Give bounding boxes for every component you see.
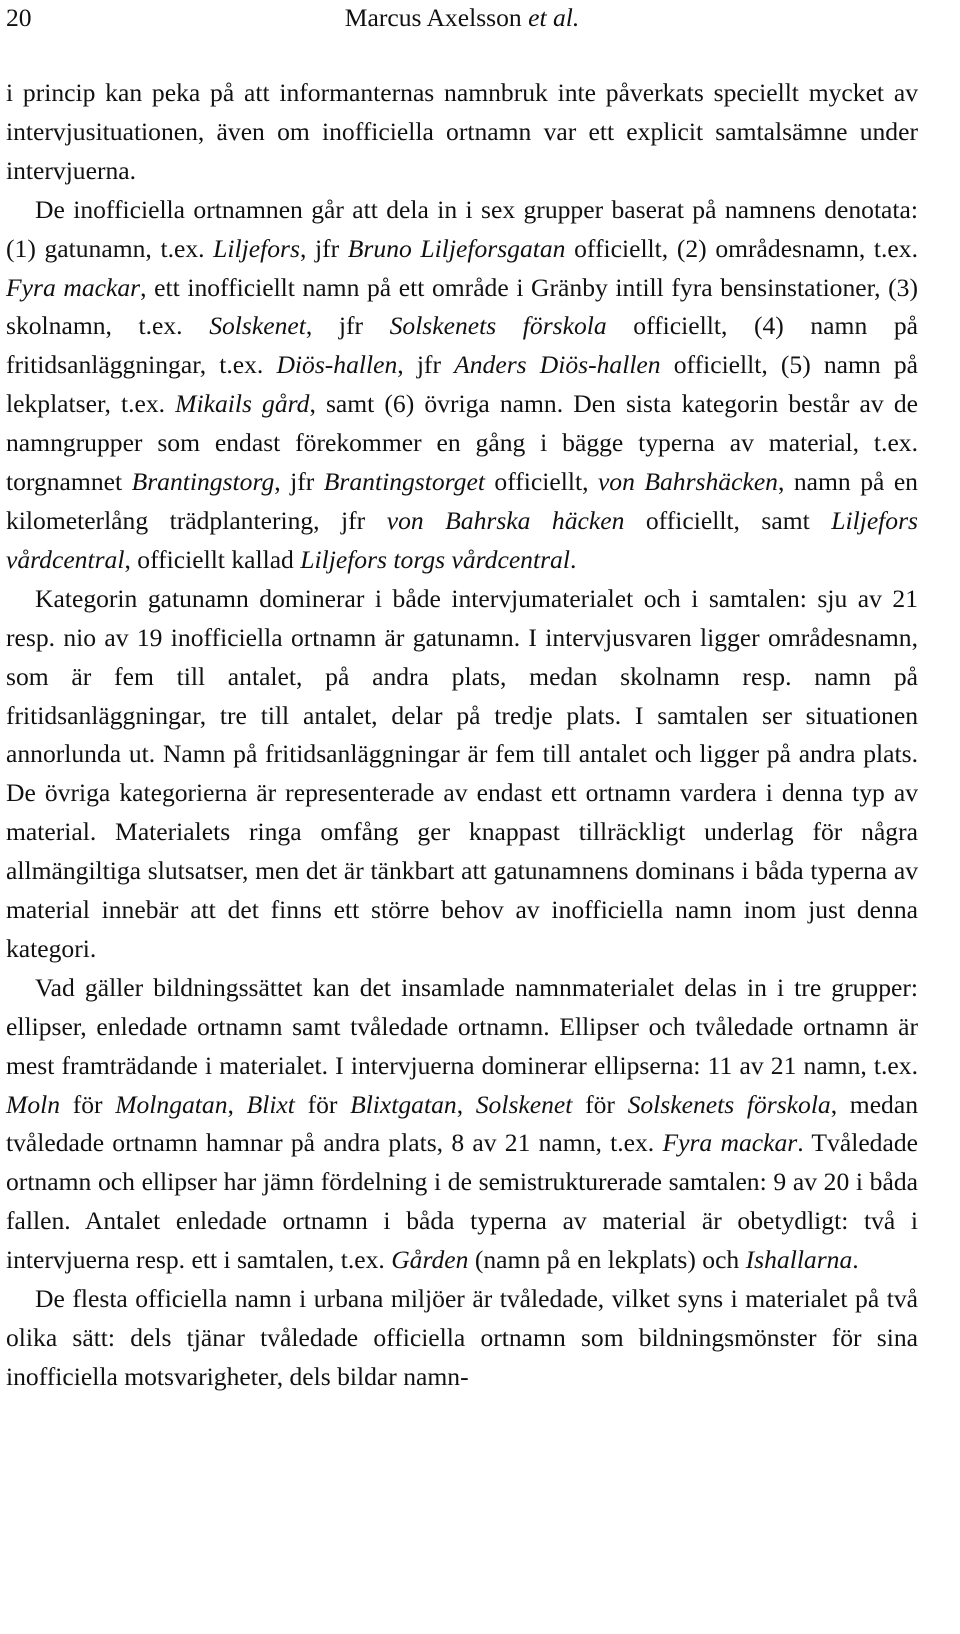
italic-term: Blixtgatan bbox=[350, 1089, 457, 1119]
text-run: Vad gäller bildningssättet kan det insamlade namnmaterialet delas in i tre grupper: ellipser, enledade ortnamn samt tvåledade ortnamn. Ellipser och tvåledade ortnamn är mest framträdande i materialet. I intervjuerna dominerar ellipserna: 11 av 21 namn, t.ex. bbox=[6, 972, 918, 1080]
italic-term: Gården bbox=[391, 1245, 469, 1275]
italic-term: Brantingstorget bbox=[323, 467, 485, 497]
paragraph bbox=[6, 74, 918, 191]
italic-term: Fyra mackar bbox=[6, 272, 141, 302]
italic-term: Liljefors torgs vårdcentral bbox=[300, 544, 570, 574]
italic-term: Solskenet bbox=[209, 311, 306, 341]
running-title bbox=[6, 0, 918, 36]
text-run: , samt (6) övriga namn. Den sista kategorin består av de namngrupper som endast förekommer en gång i bägge typerna av material, t.ex. torgnamnet bbox=[6, 389, 918, 497]
text-run: , bbox=[456, 1089, 476, 1119]
text-run: , jfr bbox=[397, 350, 455, 380]
text-run: (namn på en lekplats) och bbox=[468, 1245, 746, 1275]
paragraph bbox=[6, 580, 918, 969]
paragraph bbox=[6, 191, 918, 580]
italic-term: Brantingstorg bbox=[131, 467, 275, 497]
italic-term: Molngatan bbox=[115, 1089, 228, 1119]
paragraph bbox=[6, 1280, 918, 1397]
italic-term: Bruno Liljeforsgatan bbox=[347, 233, 566, 263]
text-run: officiellt, (4) namn på fritidsanläggningar, t.ex. bbox=[6, 311, 918, 380]
author-name: Marcus Axelsson bbox=[344, 3, 529, 32]
text-run: , jfr bbox=[274, 467, 324, 497]
text-run: officiellt, (5) namn på lekplatser, t.ex. bbox=[6, 350, 918, 419]
text-run: för bbox=[294, 1089, 351, 1119]
text-run: , officiellt kallad bbox=[124, 544, 301, 574]
text-run: . bbox=[569, 544, 577, 574]
running-header bbox=[6, 0, 918, 40]
italic-term: Blixt bbox=[246, 1089, 295, 1119]
text-run: , bbox=[227, 1089, 247, 1119]
text-run: De flesta officiella namn i urbana miljöer är tvåledade, vilket syns i materialet på två olika sätt: dels tjänar tvåledade officiella ortnamn som bildningsmönster för sina inofficiella motsvarigheter, dels bildar namn- bbox=[6, 1284, 918, 1391]
italic-term: Solskenet bbox=[475, 1089, 573, 1119]
text-run: officiellt, samt bbox=[624, 505, 832, 535]
paragraph bbox=[6, 969, 918, 1280]
italic-term: Liljefors bbox=[213, 233, 300, 263]
text-run: , jfr bbox=[299, 233, 348, 263]
author-suffix: et al. bbox=[528, 3, 580, 32]
italic-term: von Bahrska häcken bbox=[386, 505, 625, 535]
text-run: officiellt, (2) områdesnamn, t.ex. bbox=[565, 233, 918, 263]
italic-term: von Bahrshäcken bbox=[597, 467, 778, 497]
text-run: , medan tvåledade ortnamn hamnar på andra plats, 8 av 21 namn, t.ex. bbox=[6, 1089, 919, 1158]
italic-term: Solskenets förskola bbox=[389, 311, 607, 341]
text-run: . bbox=[852, 1245, 859, 1275]
text-run: i princip kan peka på att informanternas namnbruk inte påverkats speciellt mycket av intervjusituationen, även om inofficiella ortnamn var ett explicit samtalsämne under intervjuerna. bbox=[6, 78, 918, 185]
text-run: Kategorin gatunamn dominerar i både intervjumaterialet och i samtalen: sju av 21 resp. nio av 19 inofficiella ortnamn är gatunamn. I intervjusvaren ligger områdesnamn, som är fem till antalet, på andra plats, medan skolnamn resp. namn på fritidsanläggningar, tre till antalet, delar på tredje plats. I samtalen ser situationen annorlunda ut. Namn på fritidsanläggningar är fem till antalet och ligger på andra plats. De övriga kategorierna är representerade av endast ett ortnamn vardera i denna typ av material. Materialets ringa omfång ger knappast tillräckligt underlag för några allmängiltiga slutsatser, men det är tänkbart att gatunamnens dominans i båda typerna av material innebär att det finns ett större behov av inofficiella namn inom just denna kategori. bbox=[6, 583, 918, 963]
text-run: , ett inofficiellt namn på ett område i Gränby intill fyra bensinstationer, (3) skolnamn, t.ex. bbox=[6, 272, 918, 341]
text-run: för bbox=[60, 1089, 116, 1119]
italic-term: Ishallarna bbox=[745, 1245, 853, 1275]
italic-term: Fyra mackar bbox=[662, 1128, 798, 1158]
italic-term: Diös-hallen bbox=[276, 350, 398, 380]
page bbox=[6, 0, 918, 1397]
italic-term: Liljefors vårdcentral bbox=[6, 505, 919, 574]
italic-term: Moln bbox=[6, 1089, 61, 1119]
italic-term: Mikails gård bbox=[175, 389, 310, 419]
text-run: De inofficiella ortnamnen går att dela in i sex grupper baserat på namnens denotata: (1) gatunamn, t.ex. bbox=[6, 194, 918, 263]
text-run: officiellt, bbox=[484, 467, 598, 497]
text-run: . Tvåledade ortnamn och ellipser har jämn fördelning i de semistrukturerade samtalen: 9 av 20 i båda fallen. Antalet enledade ortnamn i båda typerna av material är obetydligt: två i intervjuerna resp. ett i samtalen, t.ex. bbox=[6, 1128, 918, 1275]
page-number: 20 bbox=[6, 3, 32, 32]
text-run: för bbox=[572, 1089, 628, 1119]
text-run: , jfr bbox=[305, 311, 390, 341]
italic-term: Solskenets förskola bbox=[627, 1089, 831, 1119]
body-text bbox=[6, 74, 918, 1397]
italic-term: Anders Diös-hallen bbox=[454, 350, 661, 380]
text-run: , namn på en kilometerlång trädplantering, jfr bbox=[6, 467, 918, 535]
